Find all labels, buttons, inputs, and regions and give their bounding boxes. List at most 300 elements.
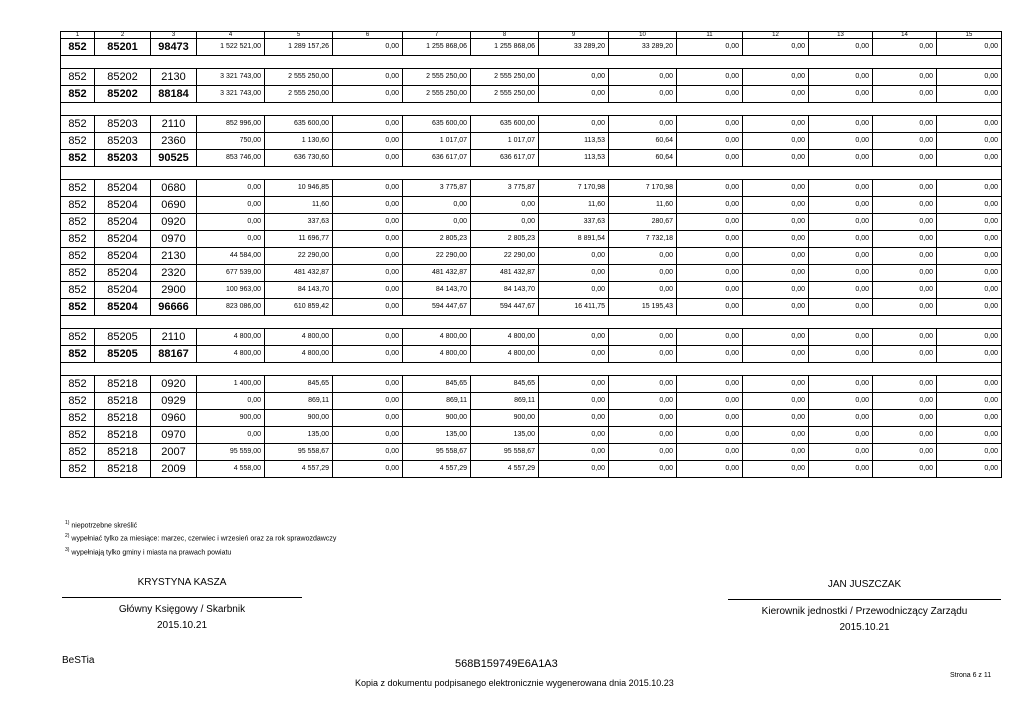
table-cell: 1 130,60 — [265, 133, 333, 150]
table-cell: 4 557,29 — [403, 461, 471, 478]
footnote: $^{3)}$ wypełniają tylko gminy i miasta na prawach powiatu — [65, 546, 232, 556]
table-cell: 85218 — [95, 410, 151, 427]
table-cell: 0,00 — [333, 214, 403, 231]
signature-right — [728, 579, 1001, 636]
table-cell: 60,64 — [609, 133, 677, 150]
table-cell: 95 558,67 — [403, 444, 471, 461]
table-cell: 0,00 — [333, 180, 403, 197]
table-cell: 2 555 250,00 — [471, 86, 539, 103]
table-cell: 3 775,87 — [403, 180, 471, 197]
table-cell: 0,00 — [743, 133, 809, 150]
table-cell: 0,00 — [937, 329, 1002, 346]
table-cell: 0,00 — [743, 376, 809, 393]
copy-note: Kopia z dokumentu podpisanego elektronicznie wygenerowana dnia 2015.10.23 — [355, 678, 674, 688]
table-cell: 0,00 — [937, 444, 1002, 461]
column-number: 6 — [333, 32, 403, 39]
table-cell: 4 800,00 — [265, 346, 333, 363]
table-cell: 635 600,00 — [265, 116, 333, 133]
table-cell: 852 — [61, 150, 95, 167]
table-cell: 7 170,98 — [609, 180, 677, 197]
table-cell: 0,00 — [809, 150, 873, 167]
table-cell: 852 — [61, 180, 95, 197]
table-cell: 0,00 — [333, 299, 403, 316]
table-cell: 852 — [61, 69, 95, 86]
table-cell: 1 289 157,26 — [265, 39, 333, 56]
table-cell: 85204 — [95, 299, 151, 316]
table-cell: 0,00 — [809, 214, 873, 231]
table-row — [61, 444, 1002, 461]
table-cell: 594 447,67 — [403, 299, 471, 316]
table-cell: 869,11 — [265, 393, 333, 410]
table-cell: 0,00 — [743, 197, 809, 214]
table-cell: 0,00 — [809, 197, 873, 214]
table-cell: 0,00 — [677, 346, 743, 363]
table-cell: 1 017,07 — [471, 133, 539, 150]
signature-date: 2015.10.21 — [839, 622, 890, 633]
table-cell: 0,00 — [937, 197, 1002, 214]
table-cell: 0690 — [151, 197, 197, 214]
table-cell: 1 522 521,00 — [197, 39, 265, 56]
table-cell: 0,00 — [809, 376, 873, 393]
table-cell: 0,00 — [677, 116, 743, 133]
table-cell: 0,00 — [873, 214, 937, 231]
table-cell: 1 017,07 — [403, 133, 471, 150]
table-row — [61, 329, 1002, 346]
table-cell: 0,00 — [873, 282, 937, 299]
table-cell: 0,00 — [609, 461, 677, 478]
table-cell: 11,60 — [539, 197, 609, 214]
table-cell: 2360 — [151, 133, 197, 150]
table-cell: 0,00 — [937, 150, 1002, 167]
table-cell: 0,00 — [937, 86, 1002, 103]
report-table — [60, 31, 1002, 478]
table-cell: 0,00 — [809, 329, 873, 346]
table-cell: 2 555 250,00 — [265, 86, 333, 103]
table-cell: 845,65 — [471, 376, 539, 393]
column-number: 10 — [609, 32, 677, 39]
table-cell: 0,00 — [937, 231, 1002, 248]
table-cell: 750,00 — [197, 133, 265, 150]
table-cell: 481 432,87 — [403, 265, 471, 282]
table-cell: 0,00 — [937, 133, 1002, 150]
table-cell: 0,00 — [197, 180, 265, 197]
table-cell: 0,00 — [333, 69, 403, 86]
table-cell: 0,00 — [937, 39, 1002, 56]
table-cell: 0,00 — [609, 86, 677, 103]
table-cell: 0,00 — [937, 214, 1002, 231]
table-cell: 0,00 — [677, 214, 743, 231]
table-row — [61, 214, 1002, 231]
table-cell: 0,00 — [471, 197, 539, 214]
table-cell: 0,00 — [333, 461, 403, 478]
table-cell: 0,00 — [539, 427, 609, 444]
separator-cell — [61, 316, 1002, 329]
table-cell: 0,00 — [539, 346, 609, 363]
table-cell: 85218 — [95, 376, 151, 393]
column-number: 12 — [743, 32, 809, 39]
table-cell: 0,00 — [539, 69, 609, 86]
table-cell: 0,00 — [539, 461, 609, 478]
table-cell: 85205 — [95, 346, 151, 363]
table-cell: 8 891,54 — [539, 231, 609, 248]
column-number: 9 — [539, 32, 609, 39]
table-cell: 0,00 — [937, 69, 1002, 86]
table-cell: 22 290,00 — [403, 248, 471, 265]
table-cell: 0,00 — [333, 427, 403, 444]
signature-line — [728, 599, 1001, 600]
total-row — [61, 150, 1002, 167]
table-cell: 98473 — [151, 39, 197, 56]
table-cell: 0,00 — [539, 248, 609, 265]
table-cell: 85203 — [95, 133, 151, 150]
table-cell: 0,00 — [609, 116, 677, 133]
table-cell: 113,53 — [539, 150, 609, 167]
table-cell: 0,00 — [743, 248, 809, 265]
table-cell: 0970 — [151, 231, 197, 248]
table-cell: 4 800,00 — [197, 346, 265, 363]
table-cell: 0,00 — [677, 197, 743, 214]
total-row — [61, 39, 1002, 56]
table-cell: 852 — [61, 133, 95, 150]
table-cell: 84 143,70 — [403, 282, 471, 299]
table-cell: 2130 — [151, 69, 197, 86]
table-cell: 2 805,23 — [403, 231, 471, 248]
table-cell: 0,00 — [609, 444, 677, 461]
table-cell: 0,00 — [677, 133, 743, 150]
column-number: 2 — [95, 32, 151, 39]
table-cell: 0,00 — [937, 299, 1002, 316]
table-cell: 0,00 — [677, 282, 743, 299]
column-number: 14 — [873, 32, 937, 39]
table-cell: 852 — [61, 461, 95, 478]
table-cell: 0,00 — [539, 444, 609, 461]
table-cell: 95 558,67 — [471, 444, 539, 461]
page-number: Strona 6 z 11 — [950, 672, 992, 679]
table-cell: 0,00 — [873, 180, 937, 197]
table-cell: 0970 — [151, 427, 197, 444]
report-sheet — [60, 31, 1001, 478]
table-cell: 85202 — [95, 69, 151, 86]
table-cell: 0,00 — [197, 214, 265, 231]
table-cell: 100 963,00 — [197, 282, 265, 299]
table-cell: 1 255 868,06 — [403, 39, 471, 56]
footnotes — [65, 518, 336, 558]
table-cell: 10 946,85 — [265, 180, 333, 197]
table-cell: 0,00 — [937, 265, 1002, 282]
table-cell: 636 617,07 — [403, 150, 471, 167]
separator-cell — [61, 103, 1002, 116]
table-cell: 0,00 — [403, 197, 471, 214]
table-cell: 635 600,00 — [471, 116, 539, 133]
table-cell: 0,00 — [809, 116, 873, 133]
table-cell: 33 289,20 — [609, 39, 677, 56]
table-cell: 85201 — [95, 39, 151, 56]
table-cell: 0,00 — [333, 86, 403, 103]
table-cell: 0,00 — [609, 282, 677, 299]
table-cell: 0,00 — [873, 231, 937, 248]
table-cell: 852 — [61, 376, 95, 393]
table-cell: 2110 — [151, 329, 197, 346]
table-cell: 4 557,29 — [471, 461, 539, 478]
table-cell: 0,00 — [873, 299, 937, 316]
footnote: $^{1)}$ niepotrzebne skreślić — [65, 520, 138, 530]
table-cell: 0,00 — [743, 150, 809, 167]
table-cell: 3 775,87 — [471, 180, 539, 197]
table-cell: 0,00 — [333, 116, 403, 133]
table-cell: 900,00 — [471, 410, 539, 427]
table-cell: 0,00 — [333, 444, 403, 461]
table-cell: 85203 — [95, 116, 151, 133]
table-cell: 636 730,60 — [265, 150, 333, 167]
table-cell: 0,00 — [539, 282, 609, 299]
table-cell: 0,00 — [743, 231, 809, 248]
table-cell: 22 290,00 — [471, 248, 539, 265]
table-row — [61, 410, 1002, 427]
table-cell: 16 411,75 — [539, 299, 609, 316]
table-cell: 900,00 — [265, 410, 333, 427]
total-row — [61, 299, 1002, 316]
table-cell: 852 — [61, 299, 95, 316]
table-cell: 0,00 — [809, 444, 873, 461]
table-cell: 0,00 — [609, 393, 677, 410]
table-cell: 0,00 — [333, 197, 403, 214]
table-cell: 2009 — [151, 461, 197, 478]
table-cell: 0,00 — [873, 86, 937, 103]
table-cell: 0,00 — [873, 410, 937, 427]
table-cell: 0,00 — [937, 393, 1002, 410]
table-cell: 2 805,23 — [471, 231, 539, 248]
table-cell: 0,00 — [197, 231, 265, 248]
table-cell: 900,00 — [197, 410, 265, 427]
table-cell: 0,00 — [743, 393, 809, 410]
table-cell: 0,00 — [873, 150, 937, 167]
table-cell: 852 — [61, 427, 95, 444]
table-cell: 0,00 — [937, 282, 1002, 299]
table-body — [61, 32, 1002, 478]
table-cell: 0,00 — [677, 393, 743, 410]
column-number: 13 — [809, 32, 873, 39]
table-cell: 135,00 — [265, 427, 333, 444]
table-cell: 85204 — [95, 214, 151, 231]
table-cell: 33 289,20 — [539, 39, 609, 56]
table-cell: 0,00 — [873, 69, 937, 86]
column-number: 8 — [471, 32, 539, 39]
separator-cell — [61, 56, 1002, 69]
table-cell: 0,00 — [809, 427, 873, 444]
table-cell: 852 — [61, 231, 95, 248]
table-cell: 0,00 — [609, 376, 677, 393]
table-cell: 0,00 — [809, 133, 873, 150]
table-cell: 0,00 — [937, 410, 1002, 427]
table-cell: 852 — [61, 346, 95, 363]
table-row — [61, 427, 1002, 444]
table-cell: 11 696,77 — [265, 231, 333, 248]
table-cell: 85204 — [95, 265, 151, 282]
table-cell: 0,00 — [197, 393, 265, 410]
table-cell: 0,00 — [539, 393, 609, 410]
table-cell: 95 559,00 — [197, 444, 265, 461]
column-number: 3 — [151, 32, 197, 39]
table-row — [61, 231, 1002, 248]
table-cell: 4 800,00 — [471, 329, 539, 346]
table-cell: 60,64 — [609, 150, 677, 167]
table-row — [61, 69, 1002, 86]
table-cell: 0,00 — [743, 346, 809, 363]
table-cell: 0,00 — [609, 248, 677, 265]
table-cell: 2 555 250,00 — [403, 69, 471, 86]
table-cell: 0,00 — [333, 282, 403, 299]
footnote: $^{2)}$ wypełniać tylko za miesiące: marzec, czerwiec i wrzesień oraz za rok sprawozdawczy — [65, 533, 337, 543]
table-cell: 610 859,42 — [265, 299, 333, 316]
table-row — [61, 282, 1002, 299]
table-cell: 85205 — [95, 329, 151, 346]
table-cell: 0,00 — [677, 86, 743, 103]
signature-left — [62, 577, 302, 634]
table-cell: 7 732,18 — [609, 231, 677, 248]
table-cell: 852 — [61, 116, 95, 133]
table-cell: 0,00 — [743, 214, 809, 231]
table-row — [61, 461, 1002, 478]
table-row — [61, 265, 1002, 282]
total-row — [61, 346, 1002, 363]
table-cell: 95 558,67 — [265, 444, 333, 461]
table-cell: 0,00 — [743, 299, 809, 316]
table-cell: 4 557,29 — [265, 461, 333, 478]
table-cell: 135,00 — [471, 427, 539, 444]
table-cell: 22 290,00 — [265, 248, 333, 265]
table-cell: 4 800,00 — [471, 346, 539, 363]
table-cell: 0,00 — [809, 346, 873, 363]
table-cell: 0,00 — [539, 410, 609, 427]
table-cell: 7 170,98 — [539, 180, 609, 197]
table-row — [61, 376, 1002, 393]
table-cell: 0,00 — [197, 427, 265, 444]
table-cell: 852 — [61, 282, 95, 299]
column-number: 11 — [677, 32, 743, 39]
table-cell: 4 800,00 — [197, 329, 265, 346]
table-cell: 0,00 — [677, 265, 743, 282]
table-cell: 0,00 — [743, 461, 809, 478]
table-cell: 0,00 — [677, 248, 743, 265]
system-name: BeSTia — [62, 655, 95, 666]
table-cell: 4 558,00 — [197, 461, 265, 478]
table-cell: 0,00 — [809, 299, 873, 316]
table-cell: 0,00 — [873, 265, 937, 282]
signer-name: JAN JUSZCZAK — [827, 579, 902, 590]
table-cell: 84 143,70 — [265, 282, 333, 299]
table-cell: 0,00 — [743, 410, 809, 427]
signature-date: 2015.10.21 — [156, 620, 208, 631]
table-cell: 0,00 — [873, 248, 937, 265]
table-cell: 636 617,07 — [471, 150, 539, 167]
table-cell: 0,00 — [743, 444, 809, 461]
table-cell: 88167 — [151, 346, 197, 363]
signer-role: Główny Księgowy / Skarbnik — [118, 604, 246, 615]
table-cell: 85218 — [95, 461, 151, 478]
table-cell: 3 321 743,00 — [197, 69, 265, 86]
table-cell: 852 — [61, 86, 95, 103]
table-cell: 823 086,00 — [197, 299, 265, 316]
table-cell: 85204 — [95, 282, 151, 299]
table-cell: 11,60 — [265, 197, 333, 214]
table-cell: 11,60 — [609, 197, 677, 214]
table-cell: 280,67 — [609, 214, 677, 231]
table-cell: 853 746,00 — [197, 150, 265, 167]
table-cell: 2 555 250,00 — [265, 69, 333, 86]
table-cell: 0,00 — [403, 214, 471, 231]
table-cell: 0,00 — [809, 410, 873, 427]
table-cell: 0,00 — [333, 393, 403, 410]
table-cell: 113,53 — [539, 133, 609, 150]
table-cell: 0,00 — [873, 444, 937, 461]
table-cell: 0,00 — [873, 133, 937, 150]
table-cell: 85203 — [95, 150, 151, 167]
table-cell: 0,00 — [809, 393, 873, 410]
table-cell: 0,00 — [937, 248, 1002, 265]
column-number: 4 — [197, 32, 265, 39]
table-cell: 0,00 — [809, 86, 873, 103]
table-cell: 85204 — [95, 248, 151, 265]
table-cell: 0,00 — [743, 39, 809, 56]
document-code: 568B159749E6A1A3 — [455, 658, 558, 670]
table-cell: 90525 — [151, 150, 197, 167]
table-cell: 2007 — [151, 444, 197, 461]
table-cell: 2 555 250,00 — [471, 69, 539, 86]
group-separator — [61, 167, 1002, 180]
table-cell: 0,00 — [937, 180, 1002, 197]
table-cell: 0,00 — [743, 116, 809, 133]
table-cell: 0,00 — [873, 393, 937, 410]
signature-line — [62, 597, 302, 598]
table-cell: 3 321 743,00 — [197, 86, 265, 103]
table-cell: 0,00 — [677, 180, 743, 197]
table-cell: 0,00 — [809, 231, 873, 248]
separator-cell — [61, 363, 1002, 376]
table-cell: 0,00 — [809, 265, 873, 282]
table-cell: 0,00 — [677, 69, 743, 86]
table-cell: 2130 — [151, 248, 197, 265]
table-row — [61, 248, 1002, 265]
table-cell: 1 400,00 — [197, 376, 265, 393]
signer-role: Kierownik jednostki / Przewodniczący Zarządu — [761, 606, 968, 617]
table-cell: 852 — [61, 444, 95, 461]
table-cell: 85218 — [95, 427, 151, 444]
table-cell: 0,00 — [677, 376, 743, 393]
table-cell: 594 447,67 — [471, 299, 539, 316]
table-cell: 85202 — [95, 86, 151, 103]
table-cell: 0,00 — [333, 150, 403, 167]
table-cell: 0,00 — [609, 69, 677, 86]
table-cell: 0,00 — [937, 461, 1002, 478]
group-separator — [61, 316, 1002, 329]
column-number: 5 — [265, 32, 333, 39]
table-cell: 0,00 — [609, 427, 677, 444]
table-cell: 0,00 — [197, 197, 265, 214]
table-cell: 0,00 — [873, 346, 937, 363]
table-cell: 0,00 — [809, 282, 873, 299]
table-cell: 852 — [61, 197, 95, 214]
table-cell: 84 143,70 — [471, 282, 539, 299]
separator-cell — [61, 167, 1002, 180]
table-cell: 85204 — [95, 231, 151, 248]
table-cell: 337,63 — [539, 214, 609, 231]
total-row — [61, 86, 1002, 103]
table-cell: 0,00 — [677, 231, 743, 248]
table-cell: 0,00 — [809, 248, 873, 265]
table-cell: 852 — [61, 410, 95, 427]
table-cell: 0,00 — [743, 86, 809, 103]
table-cell: 852 — [61, 248, 95, 265]
